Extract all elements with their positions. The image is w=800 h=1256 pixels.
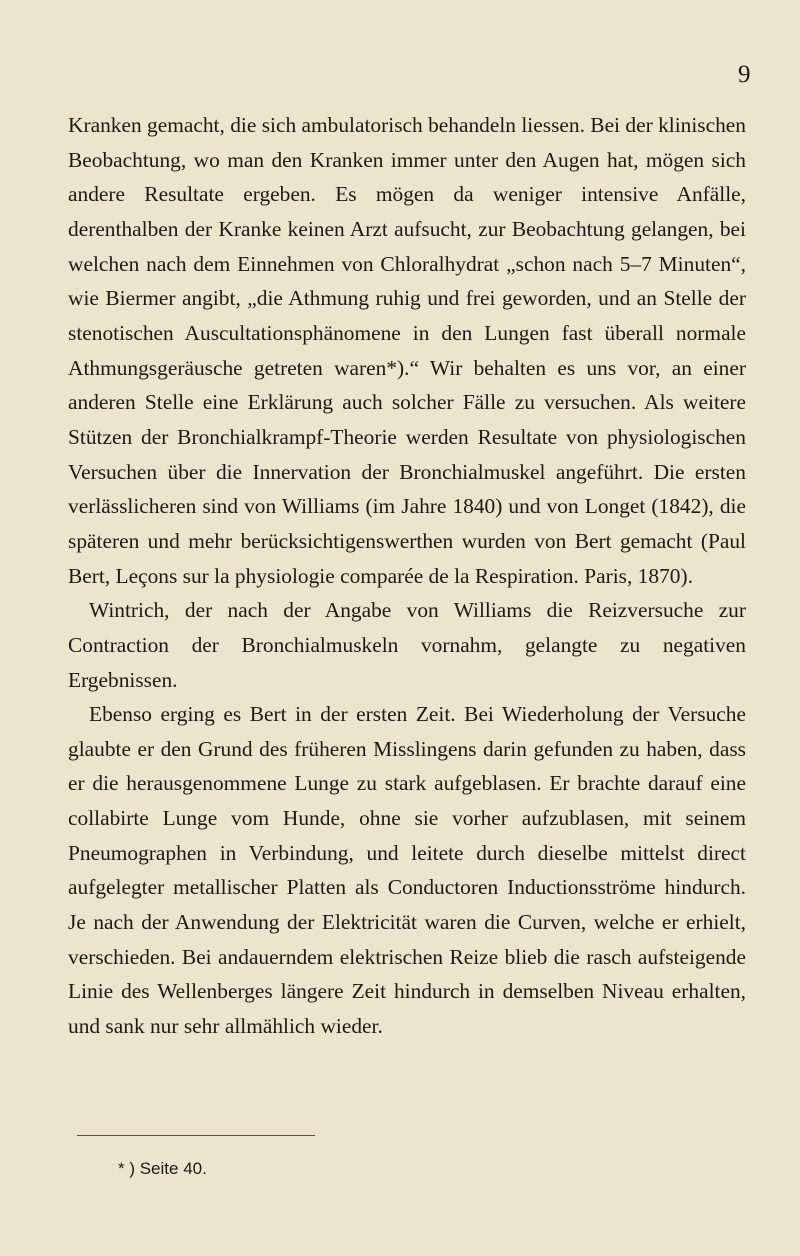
footnote: * ) Seite 40. xyxy=(118,1159,207,1178)
page-number: 9 xyxy=(738,61,751,88)
paragraph: Wintrich, der nach der Angabe von Williams die Reizversuche zur Contraction der Bronchialmuskeln vornahm, gelangte zu negativen Ergebnissen. xyxy=(68,598,746,692)
paragraph: Ebenso erging es Bert in der ersten Zeit. Bei Wiederholung der Versuche glaubte er den Grund des früheren Misslingens darin gefunden zu haben, dass er die herausgenommene Lunge zu stark aufgeblasen. Er brachte darauf eine collabirte Lunge vom Hunde, ohne sie vorher aufzublasen, mit seinem Pneumographen in Verbindung, und leitete durch dieselbe mittelst direct aufgelegter metallischer Platten als Conductoren Inductionsströme hindurch. Je nach der Anwendung der Elektricität waren die Curven, welche er erhielt, verschieden. Bei andauerndem elektrischen Reize blieb die rasch aufsteigende Linie des Wellenberges längere Zeit hindurch in demselben Niveau erhalten, und sank nur sehr allmählich wieder. xyxy=(68,702,746,1039)
body-text xyxy=(68,108,746,1044)
footnote-divider xyxy=(77,1135,315,1136)
paragraph: Kranken gemacht, die sich ambulatorisch behandeln liessen. Bei der klinischen Beobachtung, wo man den Kranken immer unter den Augen hat, mögen sich andere Resultate ergeben. Es mögen da weniger intensive Anfälle, derenthalben der Kranke keinen Arzt aufsucht, zur Beobachtung gelangen, bei welchen nach dem Einnehmen von Chloralhydrat „schon nach 5–7 Minuten“, wie Biermer angibt, „die Athmung ruhig und frei geworden, und an Stelle der stenotischen Auscultationsphänomene in den Lungen fast überall normale Athmungsgeräusche getreten waren*).“ Wir behalten es uns vor, an einer anderen Stelle eine Erklärung auch solcher Fälle zu versuchen. Als weitere Stützen der Bronchialkrampf-Theorie werden Resultate von physiologischen Versuchen über die Innervation der Bronchialmuskel angeführt. Die ersten verlässlicheren sind von Williams (im Jahre 1840) und von Longet (1842), die späteren und mehr berücksichtigenswerthen wurden von Bert gemacht (Paul Bert, Leçons sur la physiologie comparée de la Respiration. Paris, 1870). xyxy=(68,113,746,588)
